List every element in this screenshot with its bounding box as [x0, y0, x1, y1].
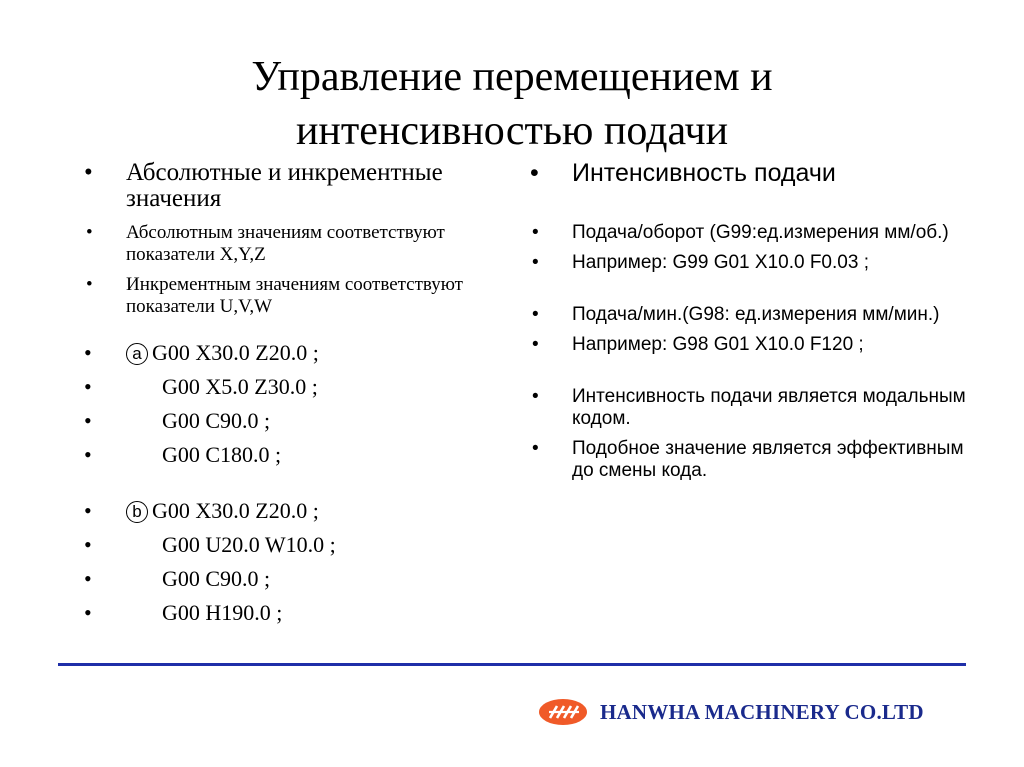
example-a-line-2 [84, 374, 504, 400]
example-b-line-4 [84, 600, 504, 626]
example-a-list [84, 340, 504, 468]
right-column [530, 160, 970, 490]
abs-values-note: • Абсолютным значениям соответствуют показатели X,Y,Z [84, 222, 504, 266]
feed-per-rev-example [530, 252, 970, 274]
feed-per-rev-text: • Подача/оборот (G99:ед.измерения мм/об.) [530, 222, 970, 244]
example-b-list [84, 498, 504, 626]
code-line: G00 X5.0 Z30.0 ; [162, 374, 318, 399]
example-a-line-3 [84, 408, 504, 434]
feed-per-min-list [530, 304, 970, 356]
abs-inc-heading: • Абсолютные и инкрементные значения [84, 160, 504, 212]
example-label: Например: [572, 252, 673, 273]
left-column [84, 160, 504, 634]
title-line-1: Управление перемещением и [251, 54, 773, 100]
code-line: G00 X30.0 Z20.0 ; [152, 340, 319, 365]
company-name: HANWHA MACHINERY CO.LTD [600, 699, 924, 724]
example-b-line-1 [84, 498, 504, 524]
feed-notes-list [530, 386, 970, 482]
modal-code-note: • Интенсивность подачи является модальным кодом. [530, 386, 970, 430]
example-b-line-3 [84, 566, 504, 592]
hanwha-logo-icon [538, 698, 588, 726]
example-a-marker: a [126, 343, 148, 365]
inc-values-note: • Инкрементным значениям соответствуют показатели U,V,W [84, 274, 504, 318]
example-code: G98 G01 X10.0 F120 ; [672, 334, 864, 355]
code-line: G00 X30.0 Z20.0 ; [152, 498, 319, 523]
footer-divider [58, 663, 966, 666]
right-list [530, 160, 970, 186]
feed-rate-heading: • Интенсивность подачи [530, 160, 970, 186]
example-b-line-2 [84, 532, 504, 558]
effective-until-change-note: • Подобное значение является эффективным до смены кода. [530, 438, 970, 482]
code-line: G00 U20.0 W10.0 ; [162, 532, 336, 557]
code-line: G00 C90.0 ; [162, 566, 271, 591]
title-line-2: интенсивностью подачи [295, 108, 729, 154]
example-b-marker: b [126, 501, 148, 523]
feed-per-min-text: • Подача/мин.(G98: ед.измерения мм/мин.) [530, 304, 970, 326]
slide-title [0, 50, 1024, 158]
example-a-line-1 [84, 340, 504, 366]
feed-per-min-example [530, 334, 970, 356]
feed-per-rev-list [530, 222, 970, 274]
example-a-line-4 [84, 442, 504, 468]
left-list [84, 160, 504, 318]
example-label: Например: [572, 334, 673, 355]
code-line: G00 C180.0 ; [162, 442, 282, 467]
code-line: G00 C90.0 ; [162, 408, 271, 433]
code-line: G00 H190.0 ; [162, 600, 283, 625]
example-code: G99 G01 X10.0 F0.03 ; [672, 252, 869, 273]
footer [538, 698, 924, 726]
